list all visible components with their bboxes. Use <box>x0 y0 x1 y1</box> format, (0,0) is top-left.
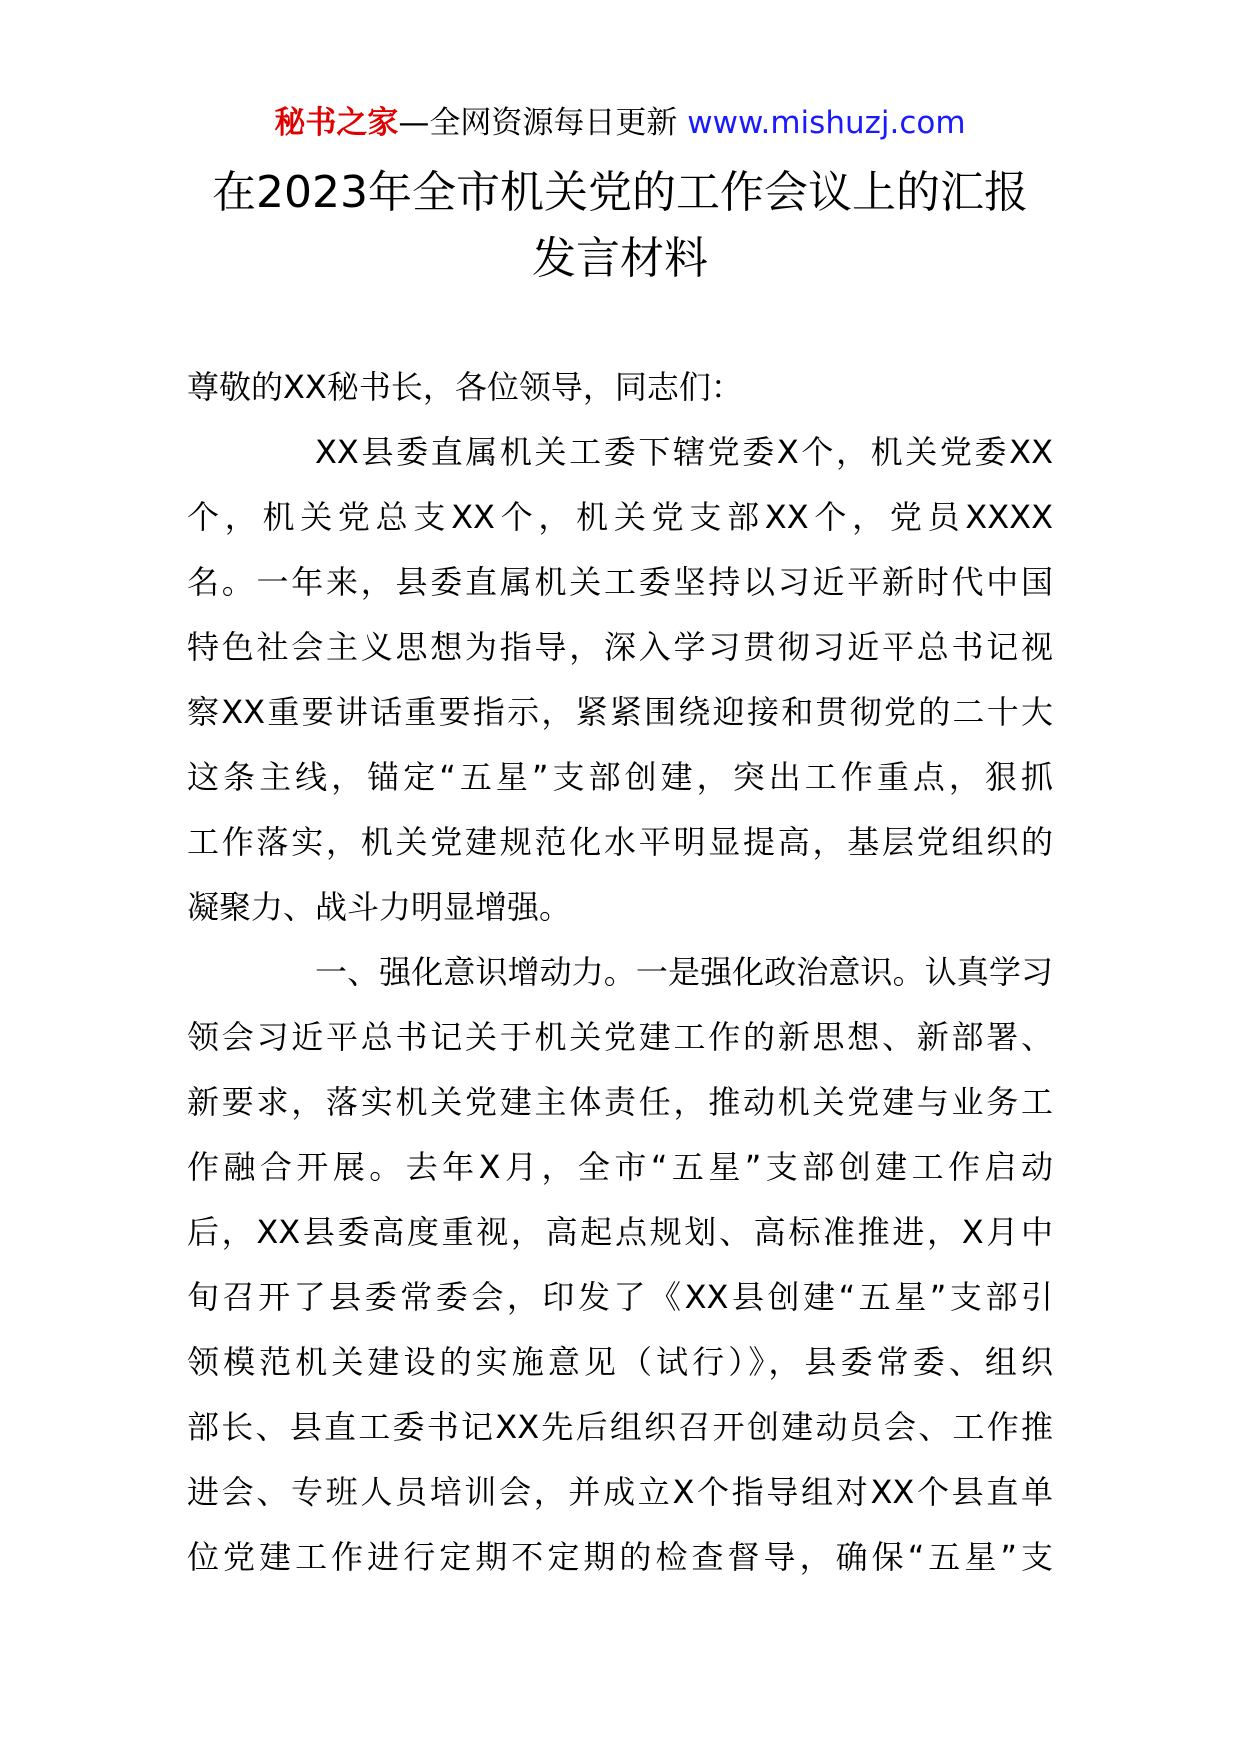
body-line: 旬召开了县委常委会，印发了《XX县创建“五星”支部引 <box>187 1278 1053 1316</box>
title-line-1: 在2023年全市机关党的工作会议上的汇报 <box>212 167 1028 218</box>
body-line: 凝聚力、战斗力明显增强。 <box>187 888 572 926</box>
body-line: 新要求，落实机关党建主体责任，推动机关党建与业务工 <box>187 1083 1053 1121</box>
body-line: 部长、县直工委书记XX先后组织召开创建动员会、工作推 <box>187 1408 1053 1446</box>
title-line-2: 发言材料 <box>532 233 708 284</box>
salutation: 尊敬的XX秘书长，各位领导，同志们： <box>187 368 743 406</box>
body-line: XX县委直属机关工委下辖党委X个，机关党委XX <box>315 433 1053 471</box>
body-line: 名。一年来，县委直属机关工委坚持以习近平新时代中国 <box>187 563 1053 601</box>
body-line: 作融合开展。去年X月，全市“五星”支部创建工作启动 <box>187 1148 1053 1186</box>
body-line: 领会习近平总书记关于机关党建工作的新思想、新部署、 <box>187 1018 1053 1056</box>
site-header <box>0 100 1240 146</box>
site-tagline: —全网资源每日更新 <box>398 105 688 141</box>
body-line: 工作落实，机关党建规范化水平明显提高，基层党组织的 <box>187 823 1053 861</box>
body-line: 领模范机关建设的实施意见（试行）》，县委常委、组织 <box>187 1343 1053 1381</box>
section-heading-line: 一、强化意识增动力。一是强化政治意识。认真学习 <box>315 953 1053 991</box>
body-line: 察XX重要讲话重要指示，紧紧围绕迎接和贯彻党的二十大 <box>187 693 1053 731</box>
body-line: 这条主线，锚定“五星”支部创建，突出工作重点，狠抓 <box>187 758 1053 796</box>
site-brand: 秘书之家 <box>274 105 399 141</box>
body-line: 特色社会主义思想为指导，深入学习贯彻习近平总书记视 <box>187 628 1053 666</box>
body-line: 个，机关党总支XX个，机关党支部XX个，党员XXXX <box>187 498 1053 536</box>
site-url-link[interactable]: www.mishuzj.com <box>687 105 966 141</box>
document-body <box>187 355 1053 1590</box>
body-line: 后，XX县委高度重视，高起点规划、高标准推进，X月中 <box>187 1213 1053 1251</box>
body-line: 位党建工作进行定期不定期的检查督导，确保“五星”支 <box>187 1538 1053 1576</box>
document-title <box>0 160 1240 292</box>
body-line: 进会、专班人员培训会，并成立X个指导组对XX个县直单 <box>187 1473 1053 1511</box>
